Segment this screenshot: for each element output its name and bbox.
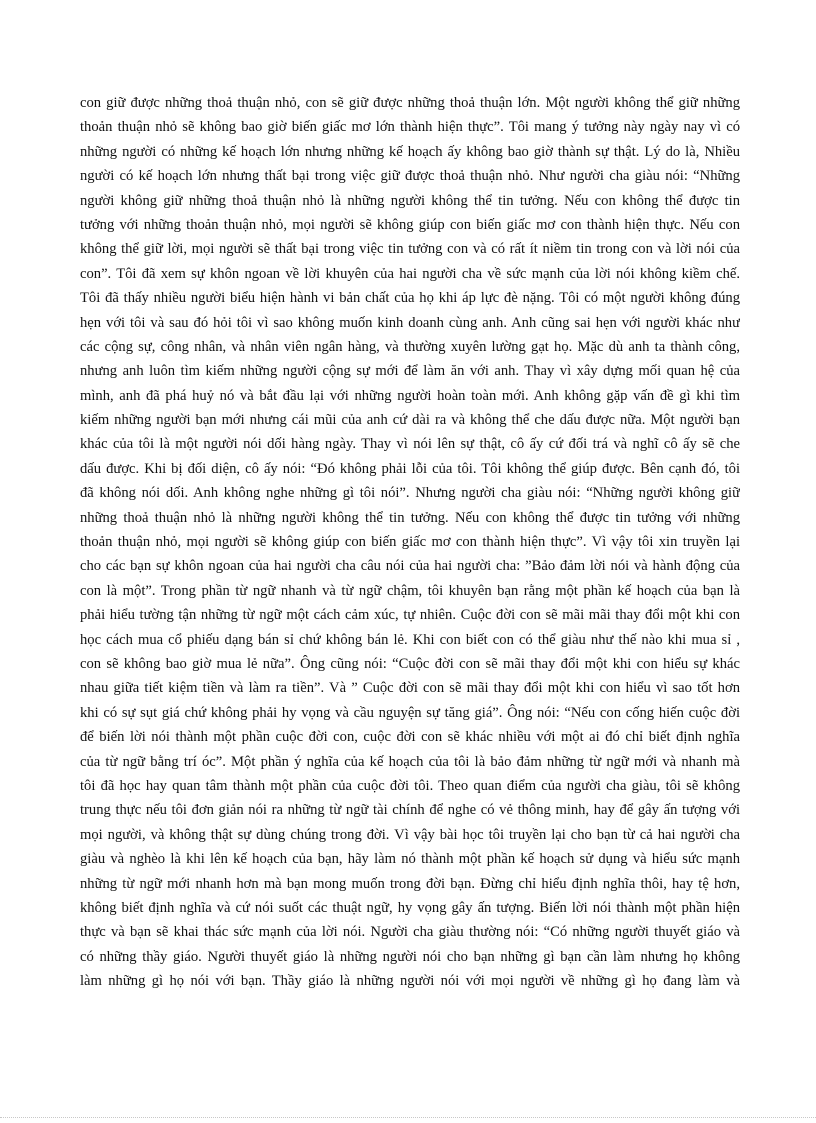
text-line: phải hiểu tường tận những từ ngữ một cách cảm xúc, tự nhiên. Cuộc đời con sẽ mãi mãi thay đổi một khi con [80, 607, 740, 624]
text-line: dấu được. Khi bị đối diện, cô ấy nói: “Đó không phải lỗi của tôi. Tôi không thể giúp được. Bên cạnh đó, tôi [80, 460, 740, 477]
text-line: không biết định nghĩa và cứ nói suốt các thuật ngữ, hy vọng gây ấn tượng. Biến lời nói thành một phần hiện [80, 899, 740, 916]
text-line: nhau giữa tiết kiệm tiền và làm ra tiền”. Và ” Cuộc đời con sẽ mãi thay đổi một khi con hiểu vì sao tốt hơn [80, 680, 740, 697]
text-line: khi có sự sụt giá chứ không phải hy vọng và cầu nguyện sự tăng giá”. Ông nói: “Nếu con cống hiến cuộc đời [80, 704, 740, 721]
text-line: mọi người, và không thật sự dùng chúng trong đời. Vì vậy bài học tôi truyền lại cho bạn từ cả hai người cha [80, 826, 740, 843]
text-line: để biến lời nói thành một phần cuộc đời con, cuộc đời con sẽ khác nhiều với một ai đó chỉ biết định nghĩa [80, 729, 740, 746]
text-line: trung thực nếu tôi đơn giản nói ra những từ ngữ tài chính để nghe có vẻ thông minh, hay để gây ấn tượng với [80, 802, 740, 819]
text-line: kiếm những người bạn mới nhưng cái mũi của anh cứ dài ra và không thể che dấu được nữa. Một người bạn [80, 412, 740, 429]
text-line: Tôi đã thấy nhiều người biểu hiện hành vi bản chất của họ khi áp lực đè nặng. Tôi có một người không đúng [80, 290, 740, 307]
text-line: thoản thuận nhỏ sẽ không bao giờ biến giấc mơ lớn thành hiện thực”. Tôi mang ý tưởng này ngày nay vì có [80, 119, 740, 136]
text-line: khác của tôi là một người nói dối hàng ngày. Thay vì nói lên sự thật, cô ấy cứ đối trá và nghĩ cô ấy sẽ che [80, 436, 740, 453]
text-line: người không giữ những thoả thuận nhỏ là những người không thể tin tưởng. Nếu con không thể được tin [80, 192, 740, 209]
text-line: con”. Tôi đã xem sự khôn ngoan về lời khuyên của hai người cha về sức mạnh của lời nói không kiềm chế. [80, 265, 740, 282]
text-line: tưởng với những thoản thuận nhỏ, mọi người sẽ không giúp con biến giấc mơ con thành hiện thực. Nếu con [80, 216, 740, 233]
text-line: không thể giữ lời, mọi người sẽ thất bại trong việc tin tưởng con và có rất ít niềm tin trong con và lời nói của [80, 241, 740, 258]
body-text [80, 91, 740, 993]
text-line: của từ ngữ bằng trí óc”. Một phần ý nghĩa của kế hoạch của tôi là bảo đảm những từ ngữ mới và nhanh mà [80, 753, 740, 770]
text-line: học cách mua cổ phiếu dạng bán sỉ chứ không bán lẻ. Khi con biết con có thể giàu như thế nào khi mua sỉ , [80, 631, 740, 648]
text-line: giàu và nghèo là khi lên kế hoạch của bạn, hãy làm nó thành một phần kế hoạch sử dụng và hiểu sức mạnh [80, 851, 740, 868]
text-line: nhưng anh luôn tìm kiếm những người cộng sự mới để làm ăn với anh. Thay vì xây dựng mối quan hệ của [80, 363, 740, 380]
text-line: thực và bạn sẽ khai thác sức mạnh của lời nói. Người cha giàu thường nói: “Có những người thuyết giáo và [80, 924, 740, 941]
text-line: thoản thuận nhỏ, mọi người sẽ không giúp con biến giấc mơ con thành hiện thực”. Vì vậy tôi xin truyền lại [80, 534, 740, 551]
text-line: những từ ngữ mới nhanh hơn mà bạn mong muốn trong đời bạn. Đừng chỉ hiểu định nghĩa thôi, hay tệ hơn, [80, 875, 740, 892]
text-line: những người có những kế hoạch lớn nhưng những kế hoạch ấy không bao giờ thành sự thật. Lý do là, Nhiều [80, 143, 740, 160]
text-line: hẹn với tôi và sau đó hỏi tôi vì sao không muốn kinh doanh cùng anh. Anh cũng sai hẹn với người khác như [80, 314, 740, 331]
text-line: đã không nói dối. Anh không nghe những gì tôi nói”. Nhưng người cha giàu nói: “Những người không giữ [80, 485, 740, 502]
text-line: làm những gì họ nói với bạn. Thầy giáo là những người nói với mọi người về những gì họ đang làm và [80, 973, 740, 990]
text-line: những thoả thuận nhỏ là những người không thể tin tưởng. Nếu con không thể được tin tưởng với những [80, 509, 740, 526]
text-line: có những thầy giáo. Người thuyết giáo là những người nói cho bạn những gì bạn cần làm nhưng họ không [80, 948, 740, 965]
text-line: con giữ được những thoả thuận nhỏ, con sẽ giữ được những thoả thuận lớn. Một người không thể giữ những [80, 95, 740, 111]
text-line: người có kế hoạch lớn nhưng thất bại trong việc giữ được thoả thuận nhỏ. Như người cha giàu nói: “Những [80, 168, 740, 185]
text-line: cho các bạn sự khôn ngoan của hai người cha câu nói của hai người cha: ”Bảo đảm lời nói và hành động của [80, 558, 740, 575]
text-line: mình, anh đã phá huỷ nó và bắt đầu lại với những người hoàn toàn mới. Anh không gặp vấn đề gì khi tìm [80, 387, 740, 404]
page-bottom-divider [0, 1117, 816, 1118]
text-line: con sẽ không bao giờ mua lẻ nữa”. Ông cũng nói: “Cuộc đời con sẽ mãi thay đổi một khi con hiểu sự khác [80, 655, 740, 672]
text-line: các cộng sự, công nhân, và nhân viên ngân hàng, và thường xuyên lường gạt họ. Mặc dù anh ta thành công, [80, 338, 740, 355]
text-line: con là một”. Trong phần từ ngữ nhanh và từ ngữ chậm, tôi khuyên bạn rằng một phần kế hoạch của bạn là [80, 582, 740, 599]
text-line: tôi đã học hay quan tâm thành một phần của cuộc đời tôi. Theo quan điểm của người cha giàu, tôi sẽ không [80, 777, 740, 794]
